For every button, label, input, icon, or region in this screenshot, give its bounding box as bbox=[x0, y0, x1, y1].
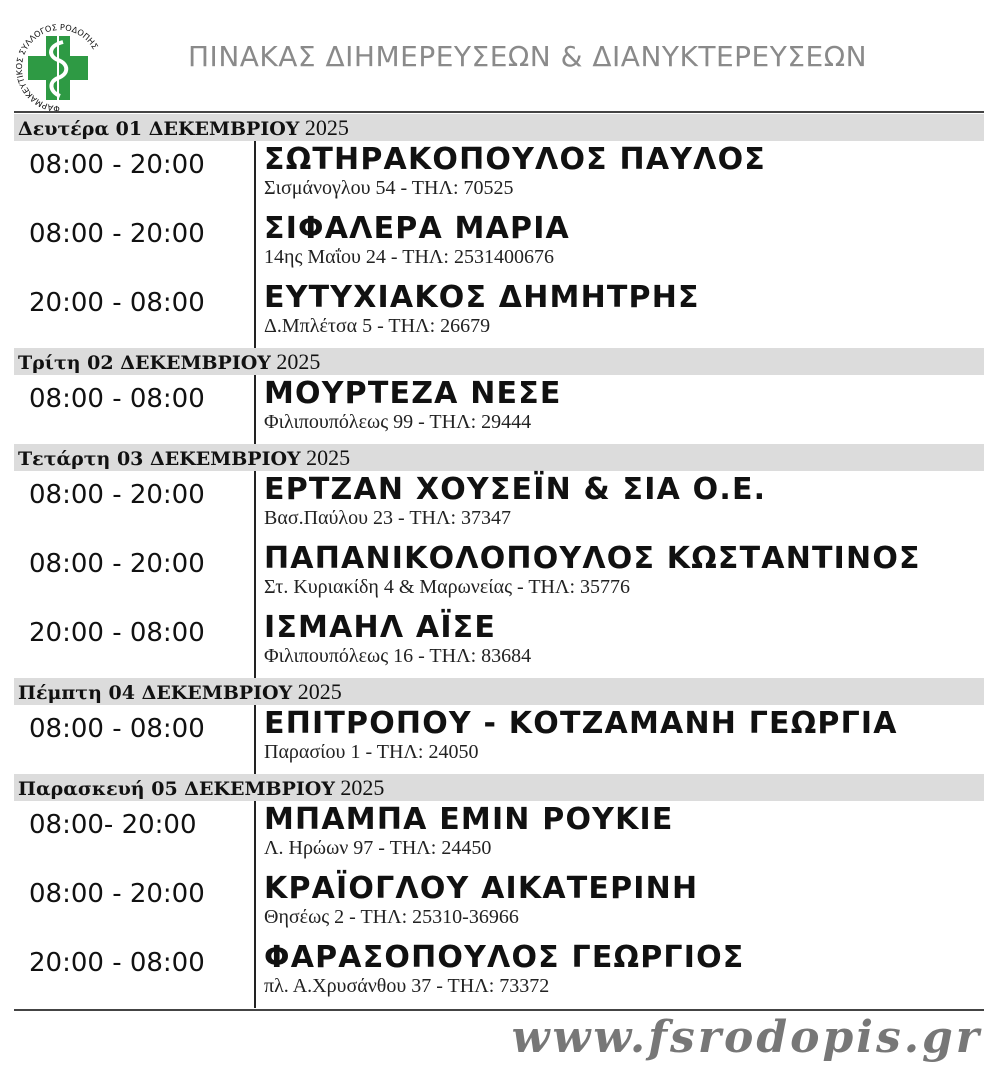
pharmacy-address: Θησέως 2 - ΤΗΛ: 25310-36966 bbox=[264, 906, 519, 928]
day-year: 2025 bbox=[306, 445, 351, 470]
pharmacy-name: ΣΩΤΗΡΑΚΟΠΟΥΛΟΣ ΠΑΥΛΟΣ bbox=[264, 142, 766, 177]
pharmacy-row bbox=[14, 279, 984, 348]
pharmacy-info bbox=[254, 279, 984, 348]
pharmacy-info bbox=[254, 609, 984, 678]
shift-hours: 08:00 - 20:00 bbox=[29, 150, 205, 180]
pharmacy-info bbox=[254, 141, 984, 210]
day-year: 2025 bbox=[340, 775, 385, 800]
day-date: Παρασκευή 05 ΔΕΚΕΜΒΡΙΟΥ bbox=[18, 778, 335, 800]
day-date: Δευτέρα 01 ΔΕΚΕΜΒΡΙΟΥ bbox=[18, 118, 300, 140]
pharmacy-info bbox=[254, 210, 984, 279]
pharmacy-info bbox=[254, 471, 984, 540]
pharmacy-address: 14ης Μαΐου 24 - ΤΗΛ: 2531400676 bbox=[264, 246, 554, 268]
day-date: Τρίτη 02 ΔΕΚΕΜΒΡΙΟΥ bbox=[18, 352, 271, 374]
pharmacy-name: ΜΟΥΡΤΕΖΑ ΝΕΣΕ bbox=[264, 376, 562, 411]
shift-hours: 08:00 - 08:00 bbox=[29, 714, 205, 744]
pharmacy-row bbox=[14, 939, 984, 1008]
pharmacy-row bbox=[14, 540, 984, 609]
pharmacy-row bbox=[14, 141, 984, 210]
pharmacy-info bbox=[254, 375, 984, 444]
day-header bbox=[14, 444, 984, 471]
pharmacy-info bbox=[254, 870, 984, 939]
pharmacy-address: Δ.Μπλέτσα 5 - ΤΗΛ: 26679 bbox=[264, 315, 491, 337]
pharmacy-row bbox=[14, 609, 984, 678]
bottom-rule bbox=[14, 1009, 984, 1011]
pharmacy-address: Λ. Ηρώων 97 - ΤΗΛ: 24450 bbox=[264, 837, 492, 859]
pharmacy-info bbox=[254, 540, 984, 609]
pharmacy-name: ΙΣΜΑΗΛ ΑΪΣΕ bbox=[264, 610, 497, 645]
shift-hours: 08:00 - 20:00 bbox=[29, 549, 205, 579]
pharmacy-name: ΕΠΙΤΡΟΠΟΥ - ΚΟΤΖΑΜΑΝΗ ΓΕΩΡΓΙΑ bbox=[264, 706, 898, 741]
pharmacy-address: Βασ.Παύλου 23 - ΤΗΛ: 37347 bbox=[264, 507, 512, 529]
day-header bbox=[14, 348, 984, 375]
day-year: 2025 bbox=[276, 349, 321, 374]
schedule-table bbox=[14, 114, 984, 1008]
pharmacy-info bbox=[254, 939, 984, 1008]
day-year: 2025 bbox=[304, 115, 349, 140]
shift-hours: 08:00 - 08:00 bbox=[29, 384, 205, 414]
pharmacy-name: ΜΠΑΜΠΑ ΕΜΙΝ ΡΟΥΚΙΕ bbox=[264, 802, 674, 837]
shift-hours: 08:00 - 20:00 bbox=[29, 480, 205, 510]
day-header bbox=[14, 678, 984, 705]
pharmacy-address: Σισμάνογλου 54 - ΤΗΛ: 70525 bbox=[264, 177, 514, 199]
website-url: www.fsrodopis.gr bbox=[511, 1012, 982, 1063]
day-date: Πέμπτη 04 ΔΕΚΕΜΒΡΙΟΥ bbox=[18, 682, 293, 704]
pharmacy-info bbox=[254, 705, 984, 774]
pharmacy-name: ΚΡΑΪΟΓΛΟΥ ΑΙΚΑΤΕΡΙΝΗ bbox=[264, 871, 699, 906]
shift-hours: 08:00 - 20:00 bbox=[29, 219, 205, 249]
pharmacy-name: ΕΥΤΥΧΙΑΚΟΣ ΔΗΜΗΤΡΗΣ bbox=[264, 280, 700, 315]
pharmacy-row bbox=[14, 870, 984, 939]
shift-hours: 08:00 - 20:00 bbox=[29, 879, 205, 909]
shift-hours: 08:00- 20:00 bbox=[29, 810, 197, 840]
pharmacy-address: πλ. Α.Χρυσάνθου 37 - ΤΗΛ: 73372 bbox=[264, 975, 550, 997]
pharmacy-info bbox=[254, 801, 984, 870]
shift-hours: 20:00 - 08:00 bbox=[29, 618, 205, 648]
pharmacy-address: Παρασίου 1 - ΤΗΛ: 24050 bbox=[264, 741, 479, 763]
pharmacy-row bbox=[14, 801, 984, 870]
pharmacy-name: ΦΑΡΑΣΟΠΟΥΛΟΣ ΓΕΩΡΓΙΟΣ bbox=[264, 940, 745, 975]
page-title: ΠΙΝΑΚΑΣ ΔΙΗΜΕΡΕΥΣΕΩΝ & ΔΙΑΝΥΚΤΕΡΕΥΣΕΩΝ bbox=[188, 40, 868, 73]
day-header bbox=[14, 114, 984, 141]
pharmacy-row bbox=[14, 471, 984, 540]
top-rule bbox=[14, 111, 984, 113]
pharmacy-name: ΣΙΦΑΛΕΡΑ ΜΑΡΙΑ bbox=[264, 211, 570, 246]
shift-hours: 20:00 - 08:00 bbox=[29, 948, 205, 978]
pharmacy-row bbox=[14, 210, 984, 279]
pharmacy-association-logo bbox=[14, 22, 106, 114]
pharmacy-address: Φιλιπουπόλεως 99 - ΤΗΛ: 29444 bbox=[264, 411, 532, 433]
pharmacy-name: ΕΡΤΖΑΝ ΧΟΥΣΕΪΝ & ΣΙΑ Ο.Ε. bbox=[264, 472, 767, 507]
day-header bbox=[14, 774, 984, 801]
pharmacy-row bbox=[14, 375, 984, 444]
pharmacy-name: ΠΑΠΑΝΙΚΟΛΟΠΟΥΛΟΣ ΚΩΣΤΑΝΤΙΝΟΣ bbox=[264, 541, 921, 576]
day-year: 2025 bbox=[297, 679, 342, 704]
pharmacy-row bbox=[14, 705, 984, 774]
shift-hours: 20:00 - 08:00 bbox=[29, 288, 205, 318]
pharmacy-address: Φιλιπουπόλεως 16 - ΤΗΛ: 83684 bbox=[264, 645, 532, 667]
logo-ring-text: ΦΑΡΜΑΚΕΥΤΙΚΟΣ ΣΥΛΛΟΓΟΣ ΡΟΔΟΠΗΣ bbox=[14, 22, 101, 114]
day-date: Τετάρτη 03 ΔΕΚΕΜΒΡΙΟΥ bbox=[18, 448, 301, 470]
pharmacy-address: Στ. Κυριακίδη 4 & Μαρωνείας - ΤΗΛ: 35776 bbox=[264, 576, 631, 598]
